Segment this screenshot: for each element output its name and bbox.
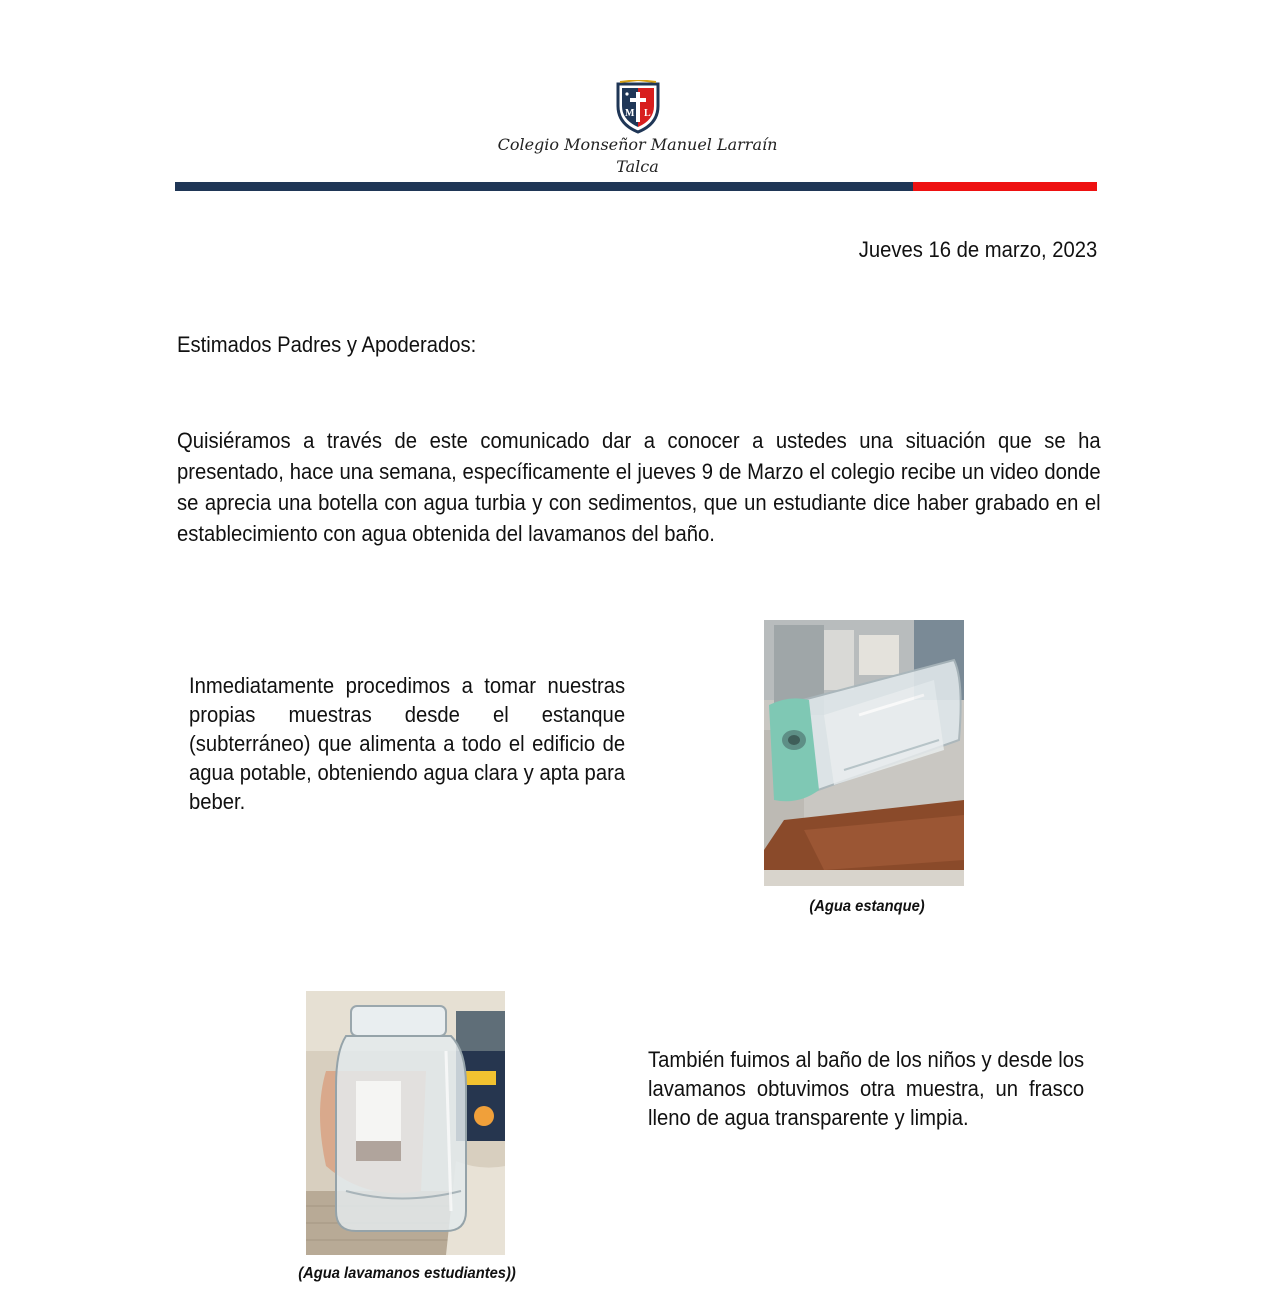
intro-paragraph: Quisiéramos a través de este comunicado dar a conocer a ustedes una situación que se ha presentado, hace una semana, específicamente el jueves 9 de Marzo el colegio recibe un video donde se aprecia una botella con agua turbia y con sedimentos, que un estudiante dice haber grabado en el establecimiento con agua obtenida del lavamanos del baño. xyxy=(177,428,1101,546)
svg-text:M: M xyxy=(625,108,635,119)
letterhead xyxy=(0,0,1275,200)
salutation: Estimados Padres y Apoderados: xyxy=(177,332,477,357)
tank-photo-caption: (Agua estanque) xyxy=(809,898,925,915)
letter-date: Jueves 16 de marzo, 2023 xyxy=(858,237,1097,262)
sink-water-photo xyxy=(306,991,505,1255)
school-name: Colegio Monseñor Manuel Larraín xyxy=(497,135,778,154)
sink-sample-text: También fuimos al baño de los niños y desde los lavamanos obtuvimos otra muestra, un frasco lleno de agua transparente y limpia. xyxy=(648,1047,1085,1130)
svg-text:L: L xyxy=(644,108,651,119)
header-rule-navy xyxy=(175,182,913,191)
header-rule-red xyxy=(913,182,1097,191)
school-city: Talca xyxy=(616,157,659,176)
school-crest-logo xyxy=(614,80,662,134)
sink-photo-caption: (Agua lavamanos estudiantes)) xyxy=(298,1265,516,1282)
tank-water-photo xyxy=(764,620,964,886)
tank-sample-text: Inmediatamente procedimos a tomar nuestras propias muestras desde el estanque (subterráneo) que alimenta a todo el edificio de agua potable, obteniendo agua clara y apta para beber. xyxy=(189,673,626,814)
